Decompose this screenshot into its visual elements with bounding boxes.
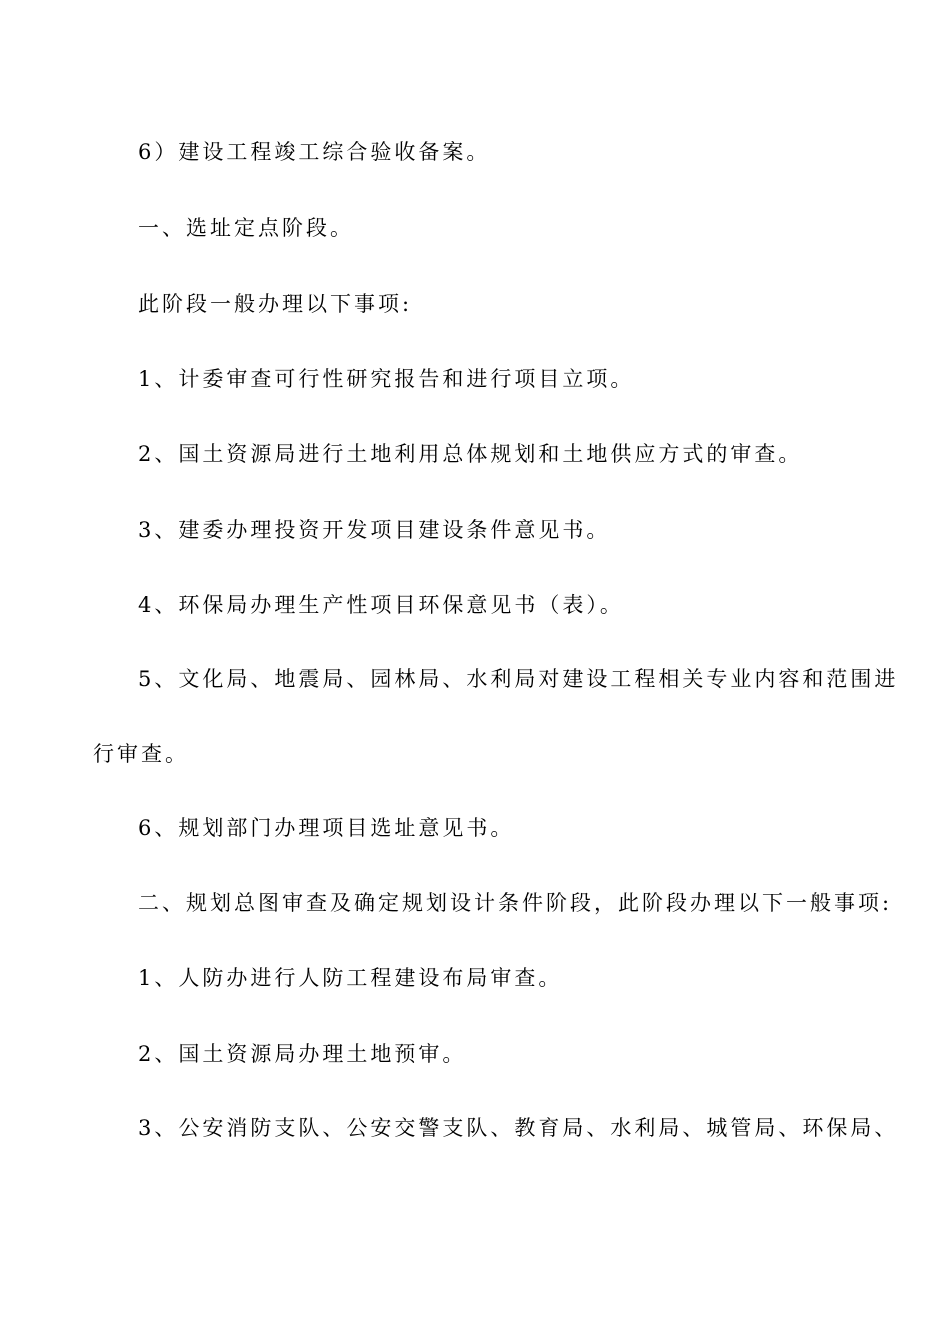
list-item: 1、计委审查可行性研究报告和进行项目立项。 <box>138 367 635 391</box>
list-item-continuation: 行审查。 <box>93 742 189 766</box>
list-item: 2、国土资源局进行土地利用总体规划和土地供应方式的审查。 <box>138 442 803 466</box>
list-item: 6、规划部门办理项目选址意见书。 <box>138 816 515 840</box>
list-item: 3、公安消防支队、公安交警支队、教育局、水利局、城管局、环保局、 <box>138 1116 899 1140</box>
list-item: 2、国土资源局办理土地预审。 <box>138 1042 467 1066</box>
list-item: 4、环保局办理生产性项目环保意见书（表）。 <box>138 593 624 617</box>
section-heading: 二、规划总图审查及确定规划设计条件阶段，此阶段办理以下一般事项: <box>138 891 893 915</box>
paragraph-line: 6）建设工程竣工综合验收备案。 <box>138 140 491 164</box>
section-heading: 一、选址定点阶段。 <box>138 216 354 240</box>
list-item: 5、文化局、地震局、园林局、水利局对建设工程相关专业内容和范围进 <box>138 667 899 691</box>
list-item: 3、建委办理投资开发项目建设条件意见书。 <box>138 518 611 542</box>
paragraph-line: 此阶段一般办理以下事项: <box>138 292 413 316</box>
list-item: 1、人防办进行人防工程建设布局审查。 <box>138 966 563 990</box>
